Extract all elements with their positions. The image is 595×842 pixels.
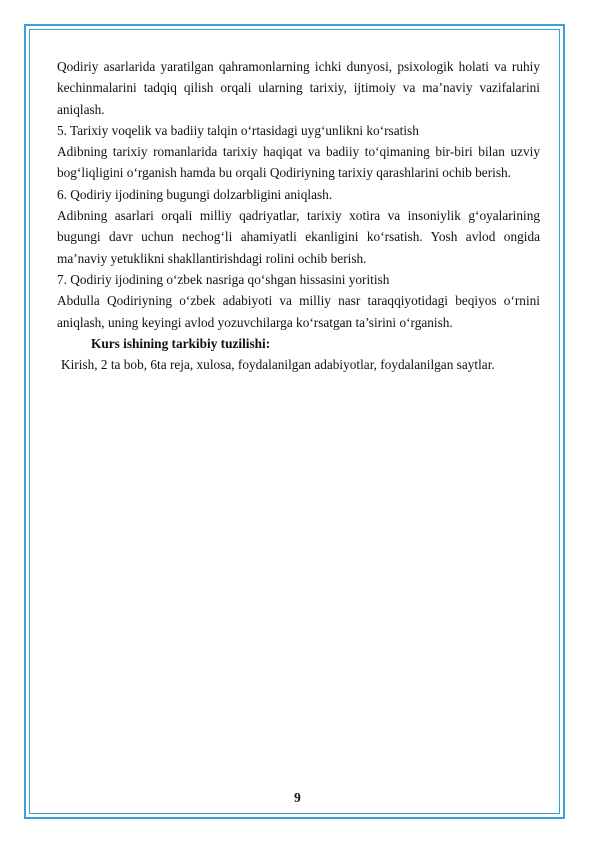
item-5-title: 5. Tarixiy voqelik va badiiy talqin o‘rtasidagi uyg‘unlikni ko‘rsatish xyxy=(57,122,419,138)
item-6-title: 6. Qodiriy ijodining bugungi dolzarbligini aniqlash. xyxy=(57,186,333,202)
page-number: 9 xyxy=(294,790,301,805)
paragraph-relevance: Adibning asarlari orqali milliy qadriyatlar, tarixiy xotira va insoniylik g‘oyalarining bugungi davr uchun nechog‘li ahamiyatli ekanligini ko‘rsatish. Yosh avlod ongida ma’naviy yetuklikni shakllantirishdagi rolini ochib berish. xyxy=(57,208,540,266)
paragraph-historical-truth: Adibning tarixiy romanlarida tarixiy haqiqat va badiiy to‘qimaning bir-biri bilan uzviy bog‘liqligini o‘rganish hamda bu orqali Qodiriyning tarixiy qarashlarini ochib berish. xyxy=(57,144,540,181)
paragraph-contribution: Abdulla Qodiriyning o‘zbek adabiyoti va milliy nasr taraqqiyotidagi beqiyos o‘rnini aniqlash, uning keyingi avlod yozuvchilarga ko‘rsatgan ta’sirini o‘rganish. xyxy=(57,293,540,330)
structure-text: Kirish, 2 ta bob, 6ta reja, xulosa, foydalanilgan adabiyotlar, foydalanilgan saytlar. xyxy=(61,357,495,373)
document-body xyxy=(57,56,540,375)
item-7-title: 7. Qodiriy ijodining o‘zbek nasriga qo‘shgan hissasini yoritish xyxy=(57,271,390,287)
structure-heading: Kurs ishining tarkibiy tuzilishi: xyxy=(91,335,271,351)
paragraph-psychology: Qodiriy asarlarida yaratilgan qahramonlarning ichki dunyosi, psixologik holati va ruhiy kechinmalarini tadqiq qilish orqali ularning tarixiy, ijtimoiy va ma’naviy vazifalarini aniqlash. xyxy=(57,59,540,117)
